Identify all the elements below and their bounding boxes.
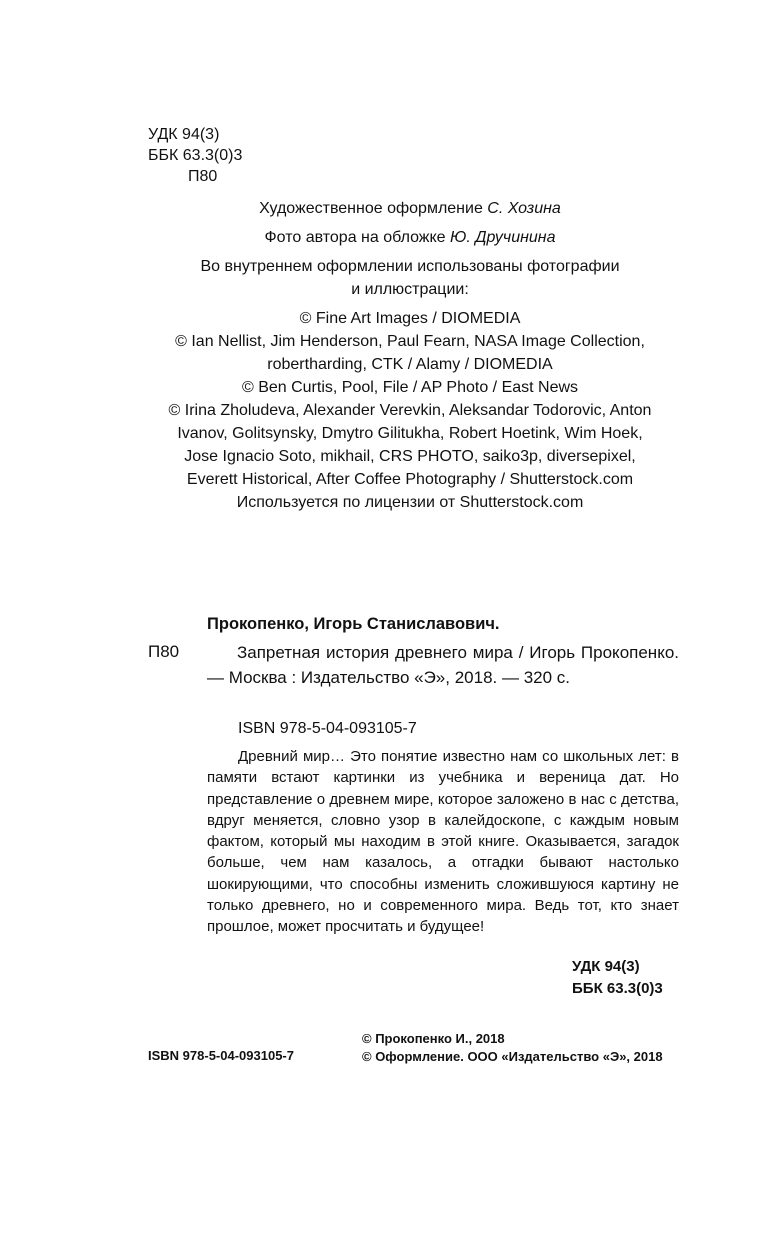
catalog-mark: П80 [148, 642, 180, 661]
photo-credit: Фото автора на обложке Ю. Дручинина [264, 229, 556, 246]
designer-name: С. Хозина [487, 200, 561, 217]
top-classification-codes [148, 124, 242, 187]
credit-line: © Irina Zholudeva, Alexander Verevkin, Aleksandar Todorovic, Anton [168, 402, 652, 419]
catalog-author: Прокопенко, Игорь Станиславович. [207, 615, 500, 633]
inner-design-line: и иллюстрации: [351, 281, 469, 298]
bbk-code: ББК 63.3(0)3 [148, 147, 243, 164]
photographer-name: Ю. Дручинина [450, 229, 556, 246]
design-credit: Художественное оформление С. Хозина [259, 200, 561, 217]
udk-code: УДК 94(3) [572, 958, 640, 975]
bbk-code: ББК 63.3(0)3 [572, 980, 663, 997]
credit-line: Ivanov, Golitsynsky, Dmytro Gilitukha, Robert Hoetink, Wim Hoek, [177, 425, 643, 442]
credit-line: © Fine Art Images / DIOMEDIA [299, 310, 521, 327]
bottom-classification-codes [572, 956, 663, 1000]
copyright-block [362, 1030, 663, 1066]
catalog-title: Запретная история древнего мира / Игорь Прокопенко. — Москва : Издательство «Э», 2018. — 320 с. [207, 643, 679, 687]
author-mark: П80 [188, 168, 218, 185]
catalog-isbn: ISBN 978-5-04-093105-7 [238, 720, 417, 737]
udk-code: УДК 94(3) [148, 126, 220, 143]
credit-line: Everett Historical, After Coffee Photography / Shutterstock.com [186, 471, 634, 488]
inner-design-line: Во внутреннем оформлении использованы фотографии [200, 258, 620, 275]
annotation [207, 746, 679, 938]
credit-line: robertharding, CTK / Alamy / DIOMEDIA [267, 356, 553, 373]
catalog-title-block [207, 640, 679, 690]
license-line: Используется по лицензии от Shutterstock.com [236, 494, 584, 511]
credit-line: © Ben Curtis, Pool, File / AP Photo / East News [241, 379, 579, 396]
copyright-author: © Прокопенко И., 2018 [362, 1031, 505, 1046]
credits-block [140, 197, 680, 514]
credit-line: © Ian Nellist, Jim Henderson, Paul Fearn, NASA Image Collection, [175, 333, 645, 350]
footer-isbn: ISBN 978-5-04-093105-7 [148, 1048, 294, 1063]
annotation-text: Древний мир… Это понятие известно нам со школьных лет: в памяти встают картинки из учебника и вереница дат. Но представление о древнем мире, которое заложено в нас с детства, вдруг меняется, словно узор в калейдоскопе, с каждым новым фактом, который мы находим в этой книге. Оказывается, загадок больше, чем нам казалось, а отгадки бывают настолько шокирующими, что способны изменить сложившуюся картину не только древнего, но и современного мира. Ведь тот, кто знает прошлое, может просчитать и будущее! [207, 748, 679, 936]
copyright-design: © Оформление. ООО «Издательство «Э», 2018 [362, 1049, 663, 1064]
credit-line: Jose Ignacio Soto, mikhail, CRS PHOTO, saiko3p, diversepixel, [184, 448, 636, 465]
